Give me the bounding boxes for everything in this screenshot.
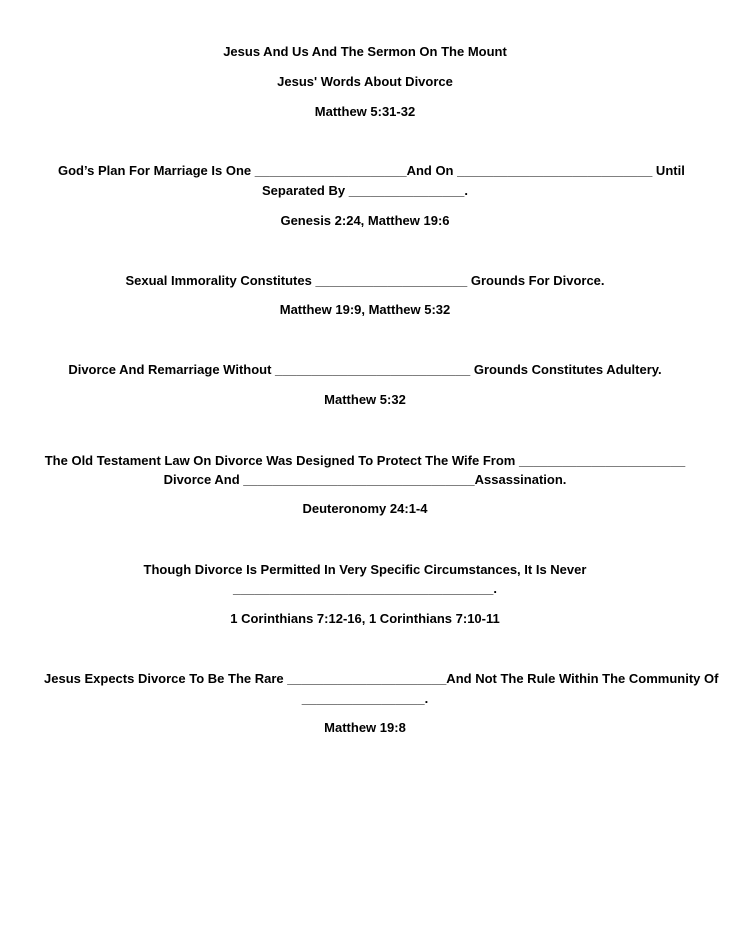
point-3-reference: Matthew 5:32 [324,392,406,407]
point-4-reference: Deuteronomy 24:1-4 [302,501,428,516]
point-4-line-2: Divorce And ________________________________Assassination. [163,472,567,487]
point-2-reference: Matthew 19:9, Matthew 5:32 [279,302,451,317]
point-1-line-2: Separated By ________________. [262,183,468,198]
point-6-line-1: Jesus Expects Divorce To Be The Rare ______________________And Not The Rule Within The Community Of [44,671,719,686]
point-1-line-1: God’s Plan For Marriage Is One _____________________And On ___________________________ Until [58,163,685,178]
point-4-line-1: The Old Testament Law On Divorce Was Designed To Protect The Wife From _______________________ [44,453,686,468]
point-5-line-2: ____________________________________. [233,581,497,596]
page-subtitle: Jesus' Words About Divorce [277,74,453,89]
point-5-reference: 1 Corinthians 7:12-16, 1 Corinthians 7:10-11 [230,611,500,626]
main-scripture-reference: Matthew 5:31-32 [314,104,416,119]
page-title: Jesus And Us And The Sermon On The Mount [223,44,507,59]
point-1-reference: Genesis 2:24, Matthew 19:6 [280,213,450,228]
point-5-line-1: Though Divorce Is Permitted In Very Specific Circumstances, It Is Never [143,562,587,577]
point-3-line-1: Divorce And Remarriage Without ___________________________ Grounds Constitutes Adultery. [68,362,662,377]
point-2-line-1: Sexual Immorality Constitutes _____________________ Grounds For Divorce. [125,273,605,288]
point-6-line-2: _________________. [301,691,429,706]
point-6-reference: Matthew 19:8 [324,720,406,735]
